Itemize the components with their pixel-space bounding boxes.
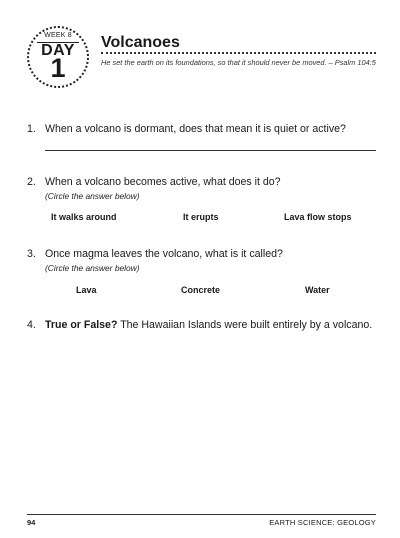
choice-lava-flow-stops[interactable]: Lava flow stops xyxy=(284,212,352,222)
day-number: 1 xyxy=(50,53,66,83)
title-divider xyxy=(101,52,376,54)
choice-concrete[interactable]: Concrete xyxy=(181,285,221,295)
question-3 xyxy=(27,247,376,274)
day-label: DAY xyxy=(41,42,75,59)
footer-divider xyxy=(27,514,376,515)
question-text: When a volcano is dormant, does that mean it is quiet or active? xyxy=(45,123,346,135)
question-number: 1. xyxy=(27,123,36,135)
page-number: 94 xyxy=(27,518,36,527)
question-body xyxy=(45,318,376,333)
question-hint: (Circle the answer below) xyxy=(45,191,140,201)
choice-it-erupts[interactable]: It erupts xyxy=(183,212,219,222)
question-text: When a volcano becomes active, what does it do? xyxy=(45,176,281,188)
question-number: 3. xyxy=(27,248,36,260)
question-lead: True or False? xyxy=(45,319,118,331)
question-number: 4. xyxy=(27,319,36,331)
question-hint: (Circle the answer below) xyxy=(45,263,140,273)
question-text: The Hawaiian Islands were built entirely by a volcano. xyxy=(120,319,373,331)
scripture-verse: He set the earth on its foundations, so that it should never be moved. – Psalm 104:5 xyxy=(101,58,376,67)
choice-lava[interactable]: Lava xyxy=(76,285,97,295)
question-text: Once magma leaves the volcano, what is it called? xyxy=(45,248,283,260)
question-1 xyxy=(27,122,376,137)
week-label: WEEK 8 xyxy=(44,32,72,39)
day-badge xyxy=(27,26,89,88)
choice-it-walks-around[interactable]: It walks around xyxy=(51,212,117,222)
question-number: 2. xyxy=(27,176,36,188)
question-4 xyxy=(27,318,376,333)
question-2 xyxy=(27,175,376,202)
choice-water[interactable]: Water xyxy=(305,285,330,295)
subject-label: EARTH SCIENCE: GEOLOGY xyxy=(269,518,376,527)
page-title: Volcanoes xyxy=(101,34,180,51)
answer-line[interactable] xyxy=(45,150,376,151)
